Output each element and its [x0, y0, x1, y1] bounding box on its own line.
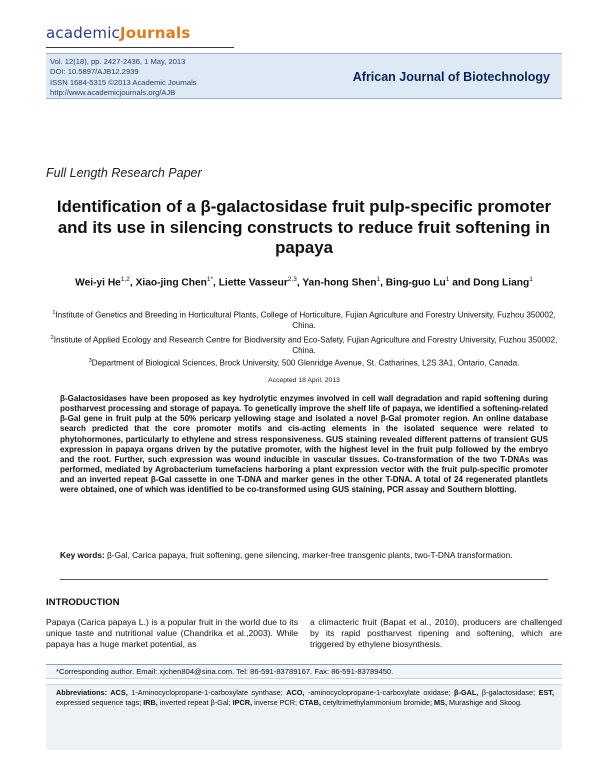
issn-line: ISSN 1684-5315 ©2013 Academic Journals: [50, 77, 197, 87]
author-name: Xiao-jing Chen: [135, 277, 207, 289]
masthead-part2: Journals: [120, 24, 191, 42]
author-name: Dong Liang: [473, 277, 530, 289]
abbreviation-term: EST,: [538, 688, 555, 697]
affiliation-text: Institute of Applied Ecology and Research Centre for Biodiversity and Eco-Safety, Fujian Agriculture and Forestry University, Fuzhou 350002, China.: [53, 335, 558, 356]
affiliation-number: 1: [52, 310, 56, 316]
keywords-text: β-Gal, Carica papaya, fruit softening, gene silencing, marker-free transgenic plants, two-T-DNA transformation.: [104, 550, 513, 560]
abbreviation-definition: inverted repeat β-Gal;: [157, 698, 233, 707]
abbreviation-definition: 1-Aminocyclopropane-1-carboxylate synthase;: [127, 688, 287, 697]
abbreviation-term: MS,: [434, 698, 448, 707]
author-separator: and: [449, 277, 474, 289]
abbreviation-term: Abbreviations: ACS,: [56, 688, 128, 697]
keywords-label: Key words:: [60, 550, 105, 560]
corresponding-author-note: *Corresponding author. Email: xjchen804@sina.com. Tel: 86-591-83789167. Fax: 86-591-83789450.: [46, 664, 562, 679]
abbreviations-box: [46, 684, 562, 750]
affiliation-1: [46, 308, 562, 332]
keywords-divider: [60, 579, 548, 580]
author-affiliation-marker: 1: [376, 276, 381, 283]
paper-type: Full Length Research Paper: [46, 166, 202, 180]
author-name: Yan-hong Shen: [302, 277, 377, 289]
abbreviation-definition: expressed sequence tags;: [56, 698, 144, 707]
author-name: Liette Vasseur: [218, 277, 288, 289]
citation-meta: [50, 57, 197, 99]
author-separator: ,: [380, 277, 386, 289]
abstract: β-Galactosidases have been proposed as key hydrolytic enzymes involved in cell wall degradation and rapid softening during postharvest processing and storage of papaya. To genetically improve the shelf life of papaya, we identified a softening-related β-Gal gene in fruit pulp at the 50% pericarp yellowing stage and isolated a novel β-Gal promoter region. An online database search predicted that the core promoter motifs and cis-acting elements in the isolated sequence were related to phytohormones, particularly to ethylene and stress responsiveness. GUS staining revealed different patterns of transient GUS expression in papaya organs driven by the putative promoter, with the highest level in the fruit pulp followed by the embryo and the root. Further, such expression was wound inducible in vascular tissues. Co-transformation of the two T-DNAs was performed, mediated by Agrobacterium tumefaciens harboring a plant expression vector with the fruit pulp-specific promoter and an inverted repeat β-Gal cassette in one T-DNA and marker genes in the other T-DNA. A total of 24 regenerated plantlets were obtained, one of which was identified to be co-transformed using GUS staining, PCR assay and Southern blotting.: [60, 394, 548, 495]
author-affiliation-marker: 1: [529, 276, 533, 283]
author-name: Wei-yi He: [75, 277, 121, 289]
abbreviation-term: CTAB,: [299, 698, 321, 707]
abbreviation-definition: β-galactosidase;: [478, 688, 539, 697]
affiliation-text: Institute of Genetics and Breeding in Horticultural Plants, College of Horticulture, Fujian Agriculture and Forestry University, Fuzhou 350002, China.: [55, 310, 556, 331]
masthead-rule: [46, 47, 234, 48]
abbreviation-term: β-GAL,: [454, 688, 479, 697]
abbreviation-definition: Murashige and Skoog.: [447, 698, 523, 707]
affiliation-3: [46, 356, 562, 369]
volume-line: Vol. 12(18), pp. 2427-2436, 1 May, 2013: [50, 57, 186, 66]
affiliation-text: Department of Biological Sciences, Brock University, 500 Glenridge Avenue, St. Catharines, L2S 3A1, Ontario, Canada.: [91, 358, 520, 368]
intro-left-column: Papaya (Carica papaya L.) is a popular fruit in the world due to its unique taste and nutritional value (Chandrika et al.,2003). While papaya has a huge market potential, as: [46, 617, 298, 650]
author-affiliation-marker: 1*: [206, 276, 214, 283]
keywords: [60, 550, 548, 561]
intro-right-column: a climacteric fruit (Bapat et al., 2010), producers are challenged by its rapid postharvest ripening and softening, which are triggered by ethylene biosynthesis.: [310, 617, 562, 650]
section-heading-introduction: INTRODUCTION: [46, 597, 120, 608]
affiliation-number: 3: [88, 358, 92, 364]
author-separator: ,: [213, 277, 219, 289]
author-affiliation-marker: 1: [445, 276, 450, 283]
abbreviation-definition: inverse PCR;: [252, 698, 300, 707]
paper-title: Identification of a β-galactosidase fruit pulp-specific promoter and its use in silencing constructs to reduce fruit softening in papaya: [56, 197, 552, 257]
author-separator: ,: [129, 277, 136, 289]
journal-name: African Journal of Biotechnology: [352, 70, 550, 84]
affiliation-number: 2: [50, 335, 54, 341]
abbreviation-definition: -aminocyclopropane-1-carboxylate oxidase;: [304, 688, 455, 697]
author-affiliation-marker: 1,2: [120, 276, 130, 283]
affiliation-2: [46, 333, 562, 357]
doi-line: DOI: 10.5897/AJB12.2939: [50, 67, 139, 77]
author-affiliation-marker: 2,3: [287, 276, 297, 283]
accepted-date: Accepted 18 April, 2013: [268, 377, 340, 384]
abbreviation-term: IRB,: [143, 698, 158, 707]
journal-info-bar: [46, 53, 562, 99]
journal-masthead: [46, 24, 190, 42]
abbreviation-term: IPCR,: [232, 698, 253, 707]
masthead-part1: academic: [46, 24, 121, 42]
author-name: Bing-guo Lu: [385, 277, 446, 289]
author-list: [46, 273, 562, 290]
author-separator: ,: [296, 277, 303, 289]
journal-url-link[interactable]: http://www.academicjournals.org/AJB: [50, 88, 176, 98]
abbreviation-definition: cetyltrimethylammonium bromide;: [320, 698, 435, 707]
abbreviation-term: ACO,: [286, 688, 305, 697]
